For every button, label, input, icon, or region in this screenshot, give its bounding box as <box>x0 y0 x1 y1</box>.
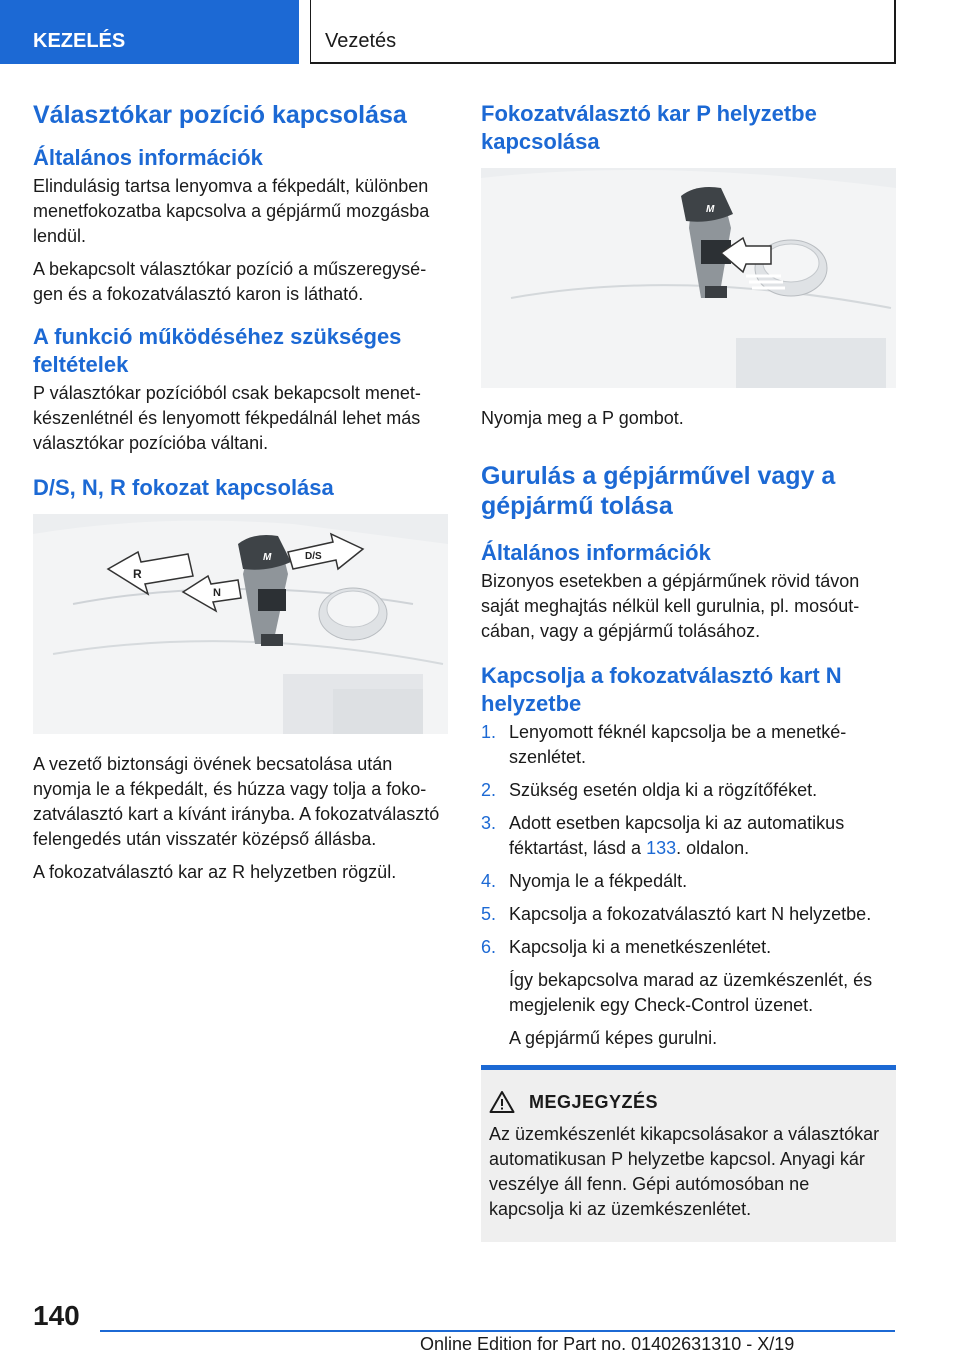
list-item: 3. Adott esetben kapcsolja ki az automatikus féktartást, lásd a 133. oldalon. <box>481 813 845 858</box>
rolling-title: Gurulás a gépjárművel vagy a gépjármű tolása <box>481 462 836 520</box>
chapter-title: Vezetés <box>310 0 896 64</box>
footer-divider <box>100 1330 895 1332</box>
note-title: MEGJEGYZÉS <box>529 1091 659 1112</box>
page-number: 140 <box>33 1300 80 1331</box>
general-info-paragraph-1: Elindulásig tartsa lenyomva a fékpedált, különben menetfokozatba kapcsolva a gépjármű mozgásba lendül. <box>33 176 430 246</box>
edition-text: Online Edition for Part no. 01402631310 - X/19 <box>420 1334 795 1354</box>
step6-result-1: Így bekapcsolva marad az üzemkészenlét, és megjelenik egy Check-Control üzenet. <box>509 970 873 1015</box>
left-column <box>33 100 448 893</box>
ds-arrow-label: D/S <box>305 551 322 562</box>
list-item: 4. Nyomja le a fékpedált. <box>481 871 688 891</box>
rolling-paragraph: Bizonyos esetekben a gépjárműnek rövid távon saját meghajtás nélkül kell gurulnia, pl. mosóutcában, vagy a gépjármű tolásához. <box>481 571 860 641</box>
m-logo: M <box>263 552 272 563</box>
right-column <box>481 100 896 1242</box>
list-item: 1. Lenyomott féknél kapcsolja be a menetkészenlétet. <box>481 722 847 767</box>
gear-selector-directions-illustration <box>33 514 448 734</box>
list-item: 2. Szükség esetén oldja ki a rögzítőféket. <box>481 780 818 800</box>
warning-note <box>481 1065 896 1242</box>
r-arrow-label: R <box>133 567 142 581</box>
n-arrow-label: N <box>213 587 221 599</box>
dsnr-paragraph-2: A fokozatválasztó kar az R helyzetben rögzül. <box>33 862 397 882</box>
p-position-paragraph: Nyomja meg a P gombot. <box>481 408 684 428</box>
dsnr-heading: D/S, N, R fokozat kapcsolása <box>33 475 334 500</box>
warning-triangle-icon <box>489 1090 515 1114</box>
rolling-general-heading: Általános információk <box>481 540 711 565</box>
general-info-paragraph-2: A bekapcsolt választókar pozíció a műszeregységen és a fokozatválasztó karon is látható. <box>33 259 427 304</box>
general-info-heading: Általános információk <box>33 145 263 170</box>
neutral-heading: Kapcsolja a fokozatválasztó kart N helyzetbe <box>481 663 842 716</box>
section-tab: KEZELÉS <box>0 0 299 64</box>
p-button-illustration <box>481 168 896 388</box>
requirements-paragraph: P választókar pozícióból csak bekapcsolt menetkészenlétnél és lenyomott fékpedálnál lehet más választókar pozícióba váltani. <box>33 383 421 453</box>
page-link[interactable]: 133 <box>646 838 677 858</box>
requirements-heading: A funkció működéséhez szükséges feltételek <box>33 324 402 377</box>
step6-result-2: A gépjármű képes gurulni. <box>509 1028 718 1048</box>
list-item: 6. Kapcsolja ki a menetkészenlétet. <box>481 937 772 957</box>
section-title: Választókar pozíció kapcsolása <box>33 101 407 129</box>
steps-list <box>481 720 896 960</box>
dsnr-paragraph-1: A vezető biztonsági övének becsatolása után nyomja le a fékpedált, és húzza vagy tolja a fokozatválasztó kart a kívánt irányba. A fokozatválasztó felengedés után visszatér középső állásba. <box>33 754 440 849</box>
m-logo: M <box>706 204 715 215</box>
p-position-heading: Fokozatválasztó kar P helyzetbe kapcsolása <box>481 101 817 154</box>
note-text: Az üzemkészenlét kikapcsolásakor a választókar automatikusan P helyzetbe kapcsol. Anyagi kár veszélye áll fenn. Gépi autómosóban ne kapcsolja ki az üzemkészenlétet. <box>489 1124 880 1219</box>
list-item: 5. Kapcsolja a fokozatválasztó kart N helyzetbe. <box>481 904 872 924</box>
